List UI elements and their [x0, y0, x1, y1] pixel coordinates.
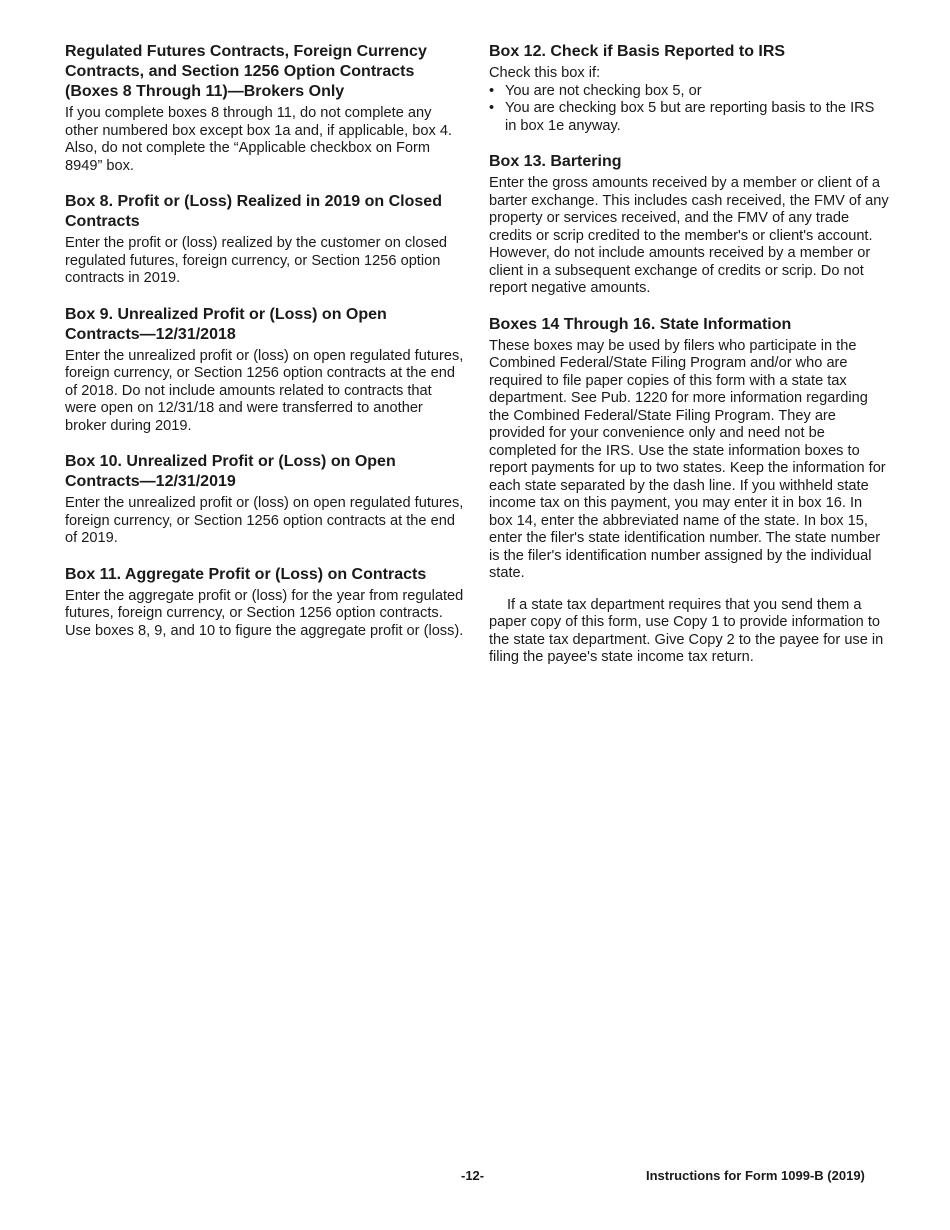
form-title: Instructions for Form 1099-B (2019)	[646, 1168, 865, 1183]
section-body: If you complete boxes 8 through 11, do not complete any other numbered box except box 1a and, if applicable, box 4. Also, do not complete the “Applicable checkbox on Form 8949” box.	[65, 105, 452, 174]
section-regulated-futures	[65, 42, 465, 175]
left-column	[65, 42, 465, 657]
section-heading: Box 12. Check if Basis Reported to IRS	[489, 43, 786, 60]
bullet-icon: •	[489, 82, 495, 99]
list-item	[489, 100, 889, 135]
section-box-11	[65, 565, 465, 641]
section-body: Enter the gross amounts received by a member or client of a barter exchange. This includes cash received, the FMV of any property or services received, and the FMV of any trade credits or scrip credited to the member's or client's account. However, do not include amounts received by a member or client in a subsequent exchange of credits or scrip. Do not report negative amounts.	[489, 175, 889, 296]
section-heading: Box 10. Unrealized Profit or (Loss) on Open Contracts—12/31/2019	[65, 453, 396, 490]
section-heading: Box 9. Unrealized Profit or (Loss) on Open Contracts—12/31/2018	[65, 305, 387, 343]
section-heading: Box 8. Profit or (Loss) Realized in 2019 on Closed Contracts	[65, 193, 442, 230]
section-box-8	[65, 192, 465, 288]
section-body: Enter the unrealized profit or (loss) on open regulated futures, foreign currency, or Section 1256 option contracts at the end of 2019.	[65, 495, 464, 546]
section-box-12	[489, 42, 889, 135]
bullet-list	[489, 83, 889, 136]
section-body: Enter the aggregate profit or (loss) for the year from regulated futures, foreign currency, or Section 1256 option contracts. Use boxes 8, 9, and 10 to figure the aggregate profit or (loss).	[65, 587, 464, 639]
section-heading: Box 11. Aggregate Profit or (Loss) on Contracts	[65, 565, 427, 583]
section-box-10	[65, 452, 465, 548]
section-heading: Box 13. Bartering	[489, 153, 622, 170]
list-item	[489, 83, 889, 101]
section-body-continued: If a state tax department requires that you send them a paper copy of this form, use Copy 1 to provide information to the state tax department. Give Copy 2 to the payee for use in filing the payee's state income tax return.	[489, 596, 884, 665]
right-column	[489, 42, 889, 684]
list-item-text: You are not checking box 5, or	[505, 82, 702, 99]
section-body: Enter the unrealized profit or (loss) on open regulated futures, foreign currency, or Section 1256 option contracts at the end of 2018. Do not include amounts related to contracts that were open on 12/31/18 and were transferred to another broker during 2019.	[65, 347, 464, 434]
section-box-9	[65, 305, 465, 436]
section-heading: Boxes 14 Through 16. State Information	[489, 315, 792, 333]
section-body: Enter the profit or (loss) realized by the customer on closed regulated futures, foreign currency, or Section 1256 option contracts in 2019.	[65, 235, 448, 286]
list-item-text: You are checking box 5 but are reporting basis to the IRS in box 1e anyway.	[505, 100, 875, 134]
section-body: These boxes may be used by filers who participate in the Combined Federal/State Filing Program and/or who are required to file paper copies of this form with a state tax department. See Pub. 1220 for more information regarding the Combined Federal/State Filing Program. They are provided for your convenience only and need not be completed for the IRS. Use the state information boxes to report payments for up to two states. Keep the information for each state separated by the dash line. If you withheld state income tax on this payment, you may enter it in box 16. In box 14, enter the abbreviated name of the state. In box 15, enter the filer's state identification number. The state number is the filer's identification number assigned by the individual state.	[489, 337, 886, 581]
section-heading: Regulated Futures Contracts, Foreign Currency Contracts, and Section 1256 Option Contracts (Boxes 8 Through 11)—Brokers Only	[65, 43, 427, 100]
page-number: -12-	[461, 1168, 485, 1183]
section-intro: Check this box if:	[489, 65, 601, 81]
bullet-icon: •	[489, 100, 495, 116]
section-box-13	[489, 152, 889, 298]
section-boxes-14-16	[489, 315, 889, 667]
